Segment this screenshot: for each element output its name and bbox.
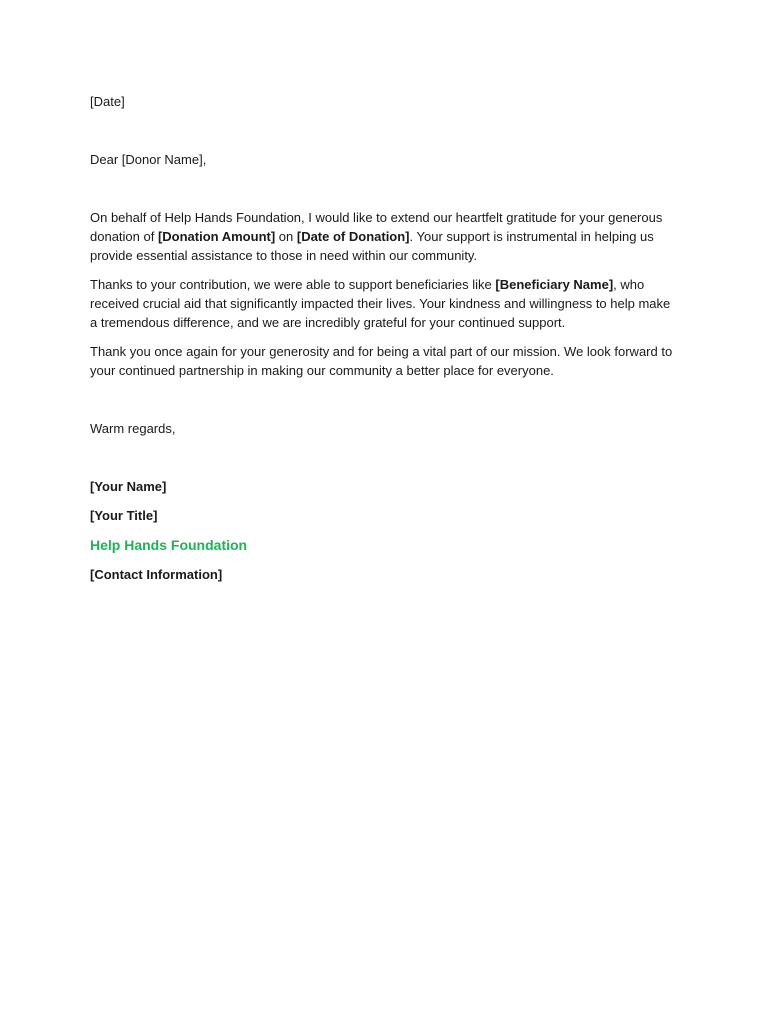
donation-date-placeholder: [Date of Donation] <box>296 229 410 244</box>
body-paragraph-1 <box>90 208 675 265</box>
letter-date: [Date] <box>90 94 125 109</box>
paragraph-1-text-a: On behalf of Help Hands Foundation, I would like to extend our heartfelt gratitude for your generous donation of <box>90 210 663 244</box>
letter-page <box>90 92 675 594</box>
signature-title: [Your Title] <box>90 508 158 523</box>
paragraph-1-text-c: . Your support is instrumental in helping us provide essential assistance to those in need within our community. <box>90 229 654 263</box>
letter-salutation: Dear [Donor Name], <box>90 152 207 167</box>
paragraph-2-text-a: Thanks to your contribution, we were able to support beneficiaries like <box>90 277 496 292</box>
letter-closing: Warm regards, <box>90 421 176 436</box>
paragraph-2-text-b: , who received crucial aid that significantly impacted their lives. Your kindness and willingness to help make a tremendous difference, and we are incredibly grateful for your continued support. <box>90 277 671 330</box>
beneficiary-name-placeholder: [Beneficiary Name] <box>495 277 614 292</box>
signature-contact: [Contact Information] <box>90 567 223 582</box>
donation-amount-placeholder: [Donation Amount] <box>157 229 276 244</box>
signature-organization: Help Hands Foundation <box>90 537 248 553</box>
paragraph-1-text-b: on <box>275 229 297 244</box>
body-paragraph-3: Thank you once again for your generosity and for being a vital part of our mission. We look forward to your continued partnership in making our community a better place for everyone. <box>90 344 673 378</box>
signature-name: [Your Name] <box>90 479 167 494</box>
body-paragraph-2 <box>90 275 675 332</box>
